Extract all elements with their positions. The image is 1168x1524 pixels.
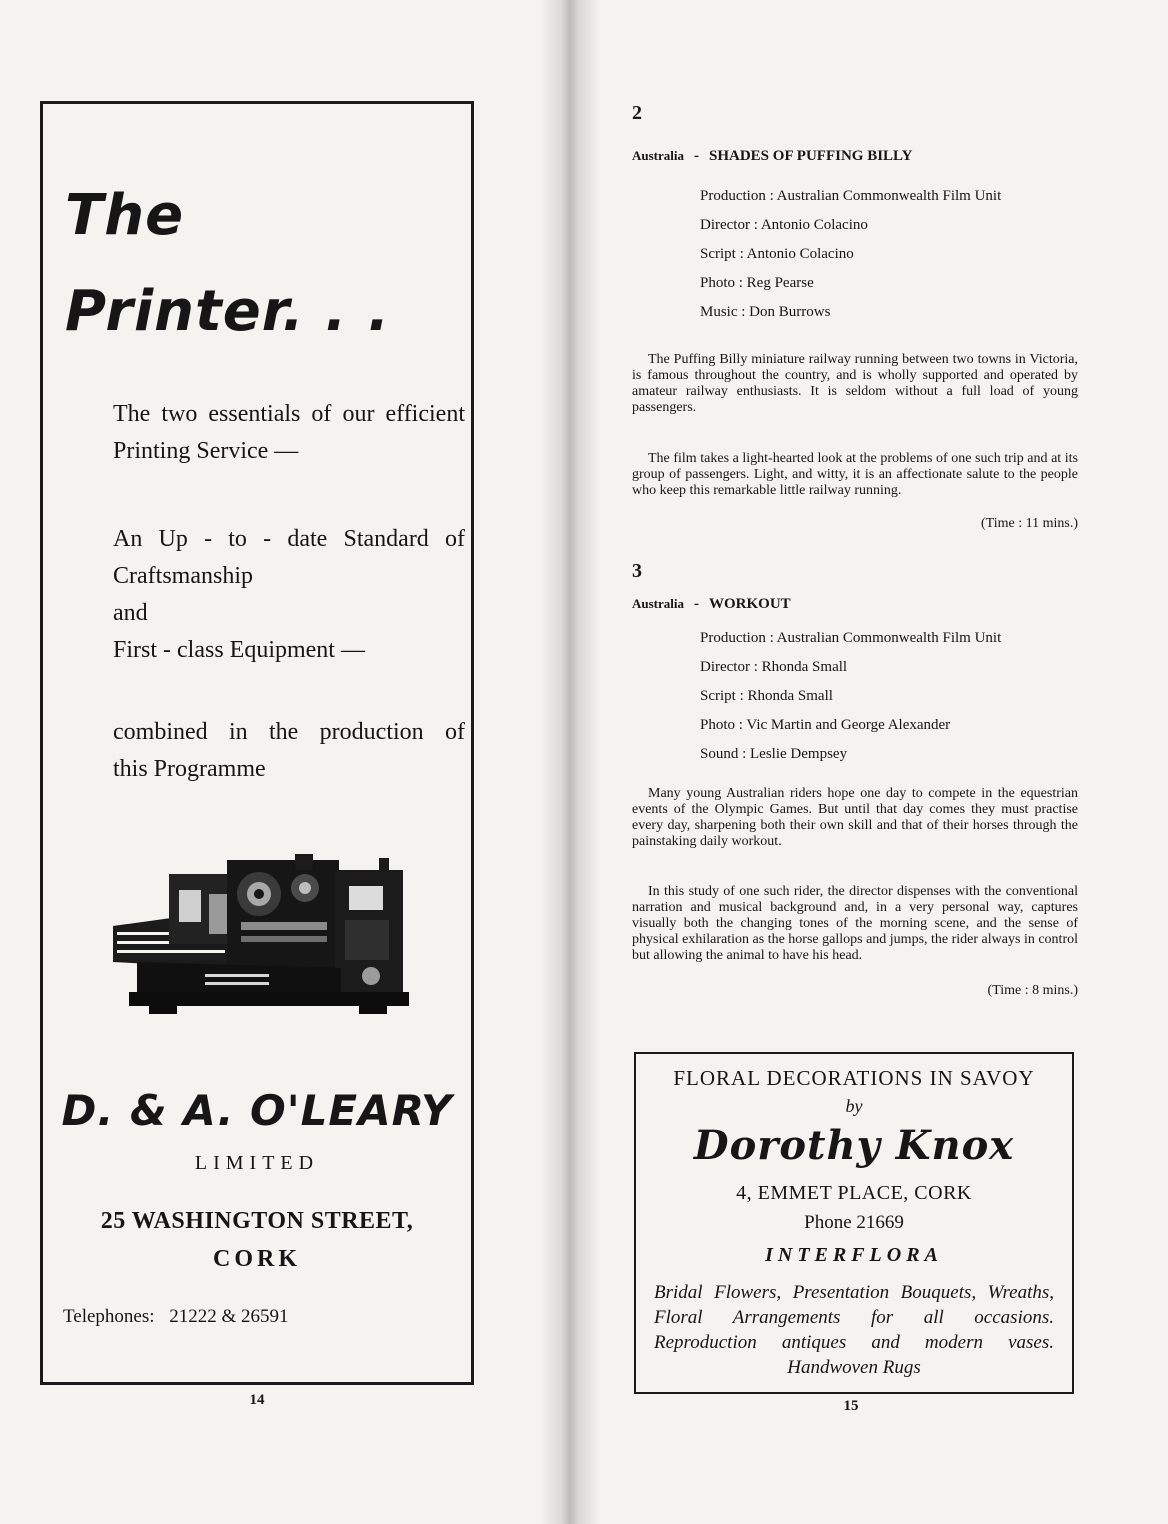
film-title: SHADES OF PUFFING BILLY bbox=[709, 148, 913, 164]
credit-director: Director : Rhonda Small bbox=[700, 659, 848, 675]
film-credits bbox=[700, 630, 1080, 775]
credit-photo: Photo : Reg Pearse bbox=[700, 275, 814, 291]
film-running-time: (Time : 11 mins.) bbox=[981, 516, 1078, 531]
advert-city: CORK bbox=[213, 1246, 301, 1272]
advert-company-name: D. & A. O'LEARY bbox=[61, 1086, 453, 1135]
credit-production: Production : Australian Commonwealth Film Unit bbox=[700, 188, 1002, 204]
advert-street: 25 WASHINGTON STREET, bbox=[100, 1208, 414, 1234]
credit-script: Script : Antonio Colacino bbox=[700, 246, 854, 262]
advert-intro-line: Printing Service — bbox=[113, 438, 299, 464]
advert-combined-line: this Programme bbox=[113, 756, 266, 782]
printer-advert bbox=[40, 101, 474, 1385]
credit-music: Music : Don Burrows bbox=[700, 304, 831, 320]
credit-sound: Sound : Leslie Dempsey bbox=[700, 746, 848, 762]
advert-essentials bbox=[113, 521, 465, 669]
credit-script: Script : Rhonda Small bbox=[700, 688, 833, 704]
florist-network: INTERFLORA bbox=[765, 1244, 943, 1266]
advert-intro-line: The two essentials of our efficient bbox=[113, 401, 465, 427]
film-description: Many young Australian riders hope one day to compete in the equestrian events of the Olympic Games. But until that day comes they must practise every day, sharpening both their own skill and that of their horses through the painstaking daily workout. bbox=[632, 786, 1078, 849]
florist-description: Bridal Flowers, Presentation Bouquets, Wreaths, Floral Arrangements for all occasions. Reproduction antiques and modern vases. Handwoven Rugs bbox=[654, 1282, 1054, 1378]
advert-title-line2: Printer. . . bbox=[65, 279, 391, 344]
page-number: 15 bbox=[843, 1398, 859, 1414]
advert-telephones bbox=[63, 1306, 289, 1328]
film-title: WORKOUT bbox=[709, 596, 791, 612]
florist-address: 4, EMMET PLACE, CORK bbox=[736, 1182, 972, 1204]
film-country: Australia bbox=[632, 596, 684, 611]
telephones-numbers: 21222 & 26591 bbox=[169, 1306, 289, 1327]
telephones-label: Telephones: bbox=[63, 1306, 155, 1327]
film-heading-separator: - bbox=[694, 596, 699, 612]
advert-essentials-line: An Up - to - date Standard of bbox=[113, 526, 465, 552]
advert-combined bbox=[113, 714, 465, 788]
advert-essentials-line: Craftsmanship bbox=[113, 563, 253, 589]
film-credits bbox=[700, 188, 1080, 333]
florist-by: by bbox=[845, 1096, 863, 1116]
film-number: 3 bbox=[632, 560, 642, 582]
film-running-time: (Time : 8 mins.) bbox=[987, 983, 1078, 998]
advert-combined-line: combined in the production of bbox=[113, 719, 465, 745]
advert-essentials-line: First - class Equipment — bbox=[113, 637, 365, 663]
advert-intro bbox=[113, 396, 465, 470]
florist-phone: Phone 21669 bbox=[804, 1212, 904, 1233]
page-14 bbox=[0, 0, 560, 1524]
film-number: 2 bbox=[632, 102, 642, 124]
credit-photo: Photo : Vic Martin and George Alexander bbox=[700, 717, 951, 733]
florist-advert bbox=[634, 1052, 1074, 1394]
credit-production: Production : Australian Commonwealth Film Unit bbox=[700, 630, 1002, 646]
film-heading bbox=[632, 596, 791, 613]
florist-heading: FLORAL DECORATIONS IN SAVOY bbox=[673, 1066, 1035, 1090]
credit-director: Director : Antonio Colacino bbox=[700, 217, 868, 233]
film-description: The Puffing Billy miniature railway running between two towns in Victoria, is famous throughout the country, and is wholly supported and operated by amateur railway enthusiasts. It is seldom without a full load of young passengers. bbox=[632, 352, 1078, 415]
film-heading bbox=[632, 148, 913, 165]
film-heading-separator: - bbox=[694, 148, 699, 164]
film-country: Australia bbox=[632, 148, 684, 163]
advert-essentials-line: and bbox=[113, 600, 148, 626]
page-15 bbox=[584, 0, 1168, 1524]
film-description: In this study of one such rider, the director dispenses with the conventional narration and musical background and, in a very personal way, captures visually both the changing tones of the morning scene, and the sense of physical exhilaration as the horse gallops and jumps, the rider always in control but allowing the animal to have his head. bbox=[632, 884, 1078, 963]
page-number: 14 bbox=[249, 1392, 265, 1408]
printing-press-illustration bbox=[109, 850, 419, 1020]
florist-name: Dorothy Knox bbox=[693, 1122, 1015, 1169]
advert-company-limited: LIMITED bbox=[194, 1152, 320, 1174]
advert-title-line1: The bbox=[65, 183, 185, 248]
film-description: The film takes a light-hearted look at the problems of one such trip and at its group of passengers. Light, and witty, it is an affectionate salute to the people who keep this remarkable little railway running. bbox=[632, 451, 1078, 498]
